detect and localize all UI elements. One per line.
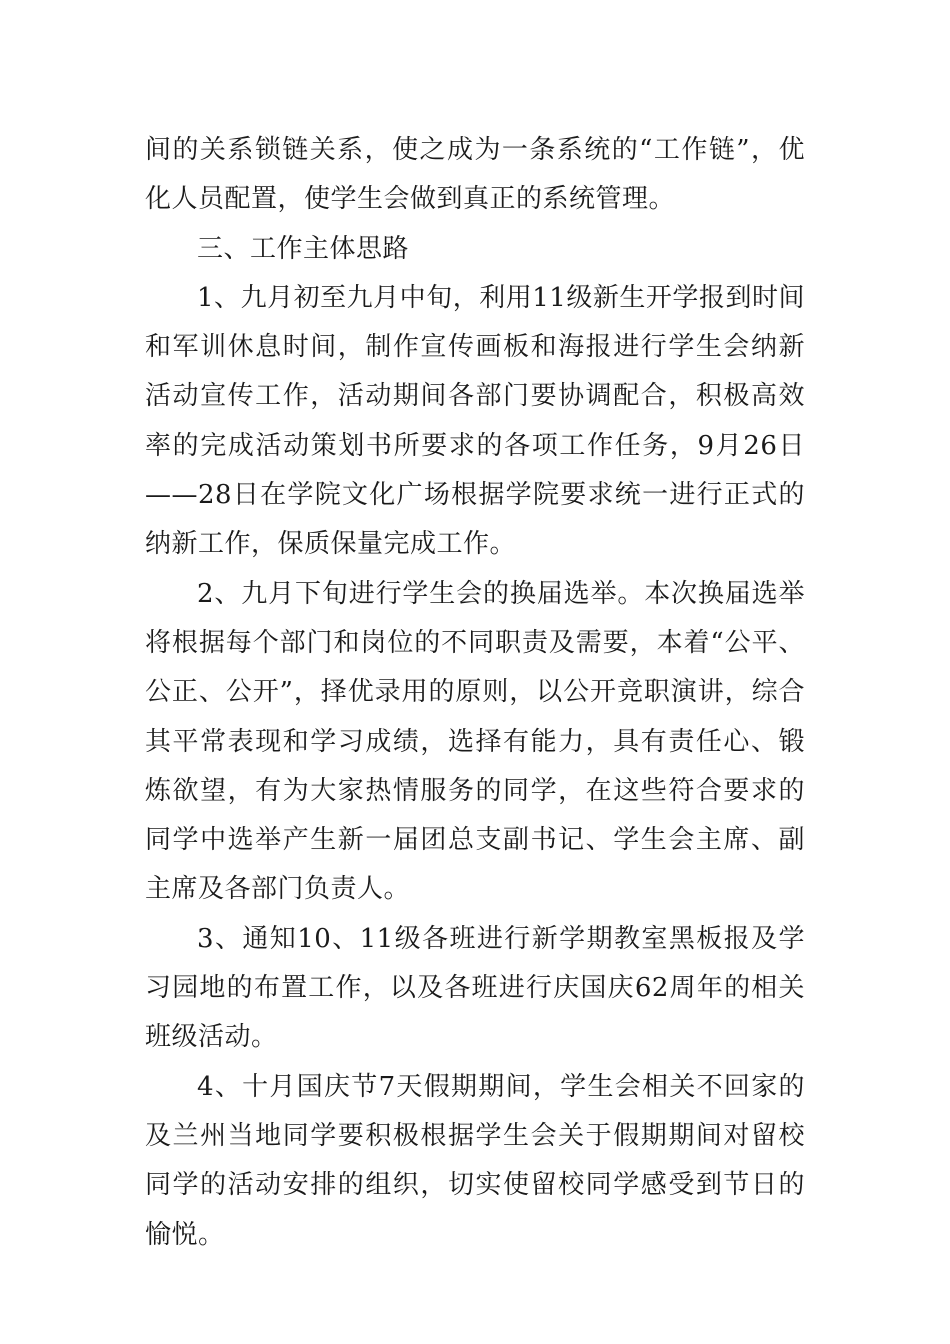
paragraph-item-2: 2、九月下旬进行学生会的换届选举。本次换届选举将根据每个部门和岗位的不同职责及需要，本着“公平、公正、公开”，择优录用的原则，以公开竞职演讲，综合其平常表现和学习成绩，选择有能力，具有责任心、锻炼欲望，有为大家热情服务的同学，在这些符合要求的同学中选举产生新一届团总支副书记、学生会主席、副主席及各部门负责人。 <box>145 578 805 905</box>
paragraph-item-4: 4、十月国庆节7天假期期间，学生会相关不回家的及兰州当地同学要积极根据学生会关于假期期间对留校同学的活动安排的组织，切实使留校同学感受到节日的愉悦。 <box>145 1071 805 1250</box>
section-heading: 三、工作主体思路 <box>197 233 410 264</box>
paragraph-item-1: 1、九月初至九月中旬，利用11级新生开学报到时间和军训休息时间，制作宣传画板和海报进行学生会纳新活动宣传工作，活动期间各部门要协调配合，积极高效率的完成活动策划书所要求的各项工作任务，9月26日——28日在学院文化广场根据学院要求统一进行正式的纳新工作，保质保量完成工作。 <box>145 282 805 560</box>
paragraph-item-3: 3、通知10、11级各班进行新学期教室黑板报及学习园地的布置工作，以及各班进行庆国庆62周年的相关班级活动。 <box>145 923 805 1053</box>
document-body <box>145 126 805 1260</box>
paragraph-continuation: 间的关系锁链关系，使之成为一条系统的“工作链”，优化人员配置，使学生会做到真正的系统管理。 <box>145 135 805 215</box>
